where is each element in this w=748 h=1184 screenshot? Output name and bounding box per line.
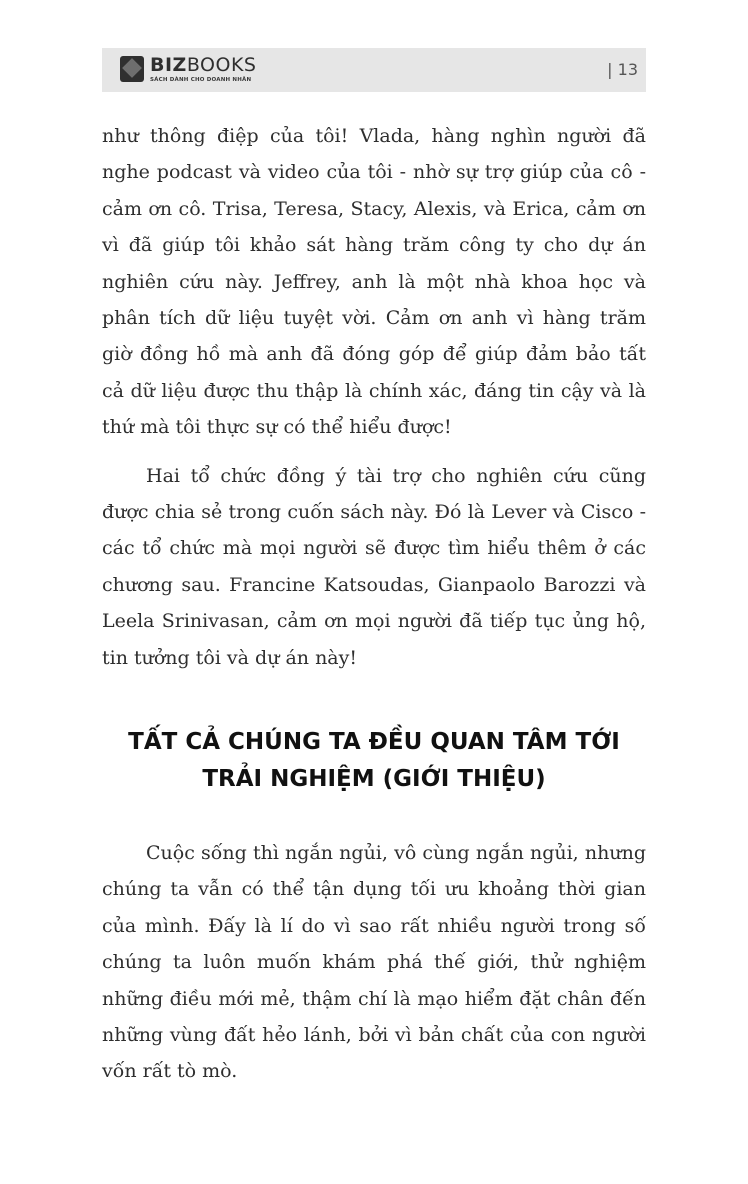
section-heading-line-1: TẤT CẢ CHÚNG TA ĐỀU QUAN TÂM TỚI: [128, 729, 620, 755]
paragraph-2: Hai tổ chức đồng ý tài trợ cho nghiên cứu cũng được chia sẻ trong cuốn sách này. Đó là Lever và Cisco - các tổ chức mà mọi người sẽ được tìm hiểu thêm ở các chương sau. Francine Katsoudas, Gianpaolo Barozzi và Leela Srinivasan, cảm ơn mọi người đã tiếp tục ủng hộ, tin tưởng tôi và dự án này!: [102, 464, 646, 669]
brand-name: [150, 56, 256, 75]
paragraph-3: Cuộc sống thì ngắn ngủi, vô cùng ngắn ngủi, nhưng chúng ta vẫn có thể tận dụng tối ưu khoảng thời gian của mình. Đấy là lí do vì sao rất nhiều người trong số chúng ta luôn muốn khám phá thế giới, thử nghiệm những điều mới mẻ, thậm chí là mạo hiểm đặt chân đến những vùng đất hẻo lánh, bởi vì bản chất của con người vốn rất tò mò.: [102, 842, 646, 1083]
paragraph-1: như thông điệp của tôi! Vlada, hàng nghìn người đã nghe podcast và video của tôi - nhờ sự trợ giúp của cô - cảm ơn cô. Trisa, Teresa, Stacy, Alexis, và Erica, cảm ơn vì đã giúp tôi khảo sát hàng trăm công ty cho dự án nghiên cứu này. Jeffrey, anh là một nhà khoa học và phân tích dữ liệu tuyệt vời. Cảm ơn anh vì hàng trăm giờ đồng hồ mà anh đã đóng góp để giúp đảm bảo tất cả dữ liệu được thu thập là chính xác, đáng tin cậy và là thứ mà tôi thực sự có thể hiểu được!: [102, 125, 646, 439]
logo-mark-icon: [122, 58, 142, 78]
brand-tagline: SÁCH DÀNH CHO DOANH NHÂN: [150, 77, 252, 83]
brand-name-bold: BIZ: [150, 54, 187, 76]
paragraph-gap: [102, 446, 646, 458]
brand: [150, 56, 256, 84]
body-text-top: [102, 118, 646, 676]
bizbooks-logo-icon: [120, 56, 144, 82]
brand-name-light: BOOKS: [186, 54, 257, 76]
section-heading-line-2: TRẢI NGHIỆM (GIỚI THIỆU): [202, 766, 546, 792]
page-header: [102, 48, 646, 92]
body-text-bottom: [102, 835, 646, 1090]
page-number: | 13: [607, 60, 638, 79]
section-heading: [102, 724, 646, 798]
